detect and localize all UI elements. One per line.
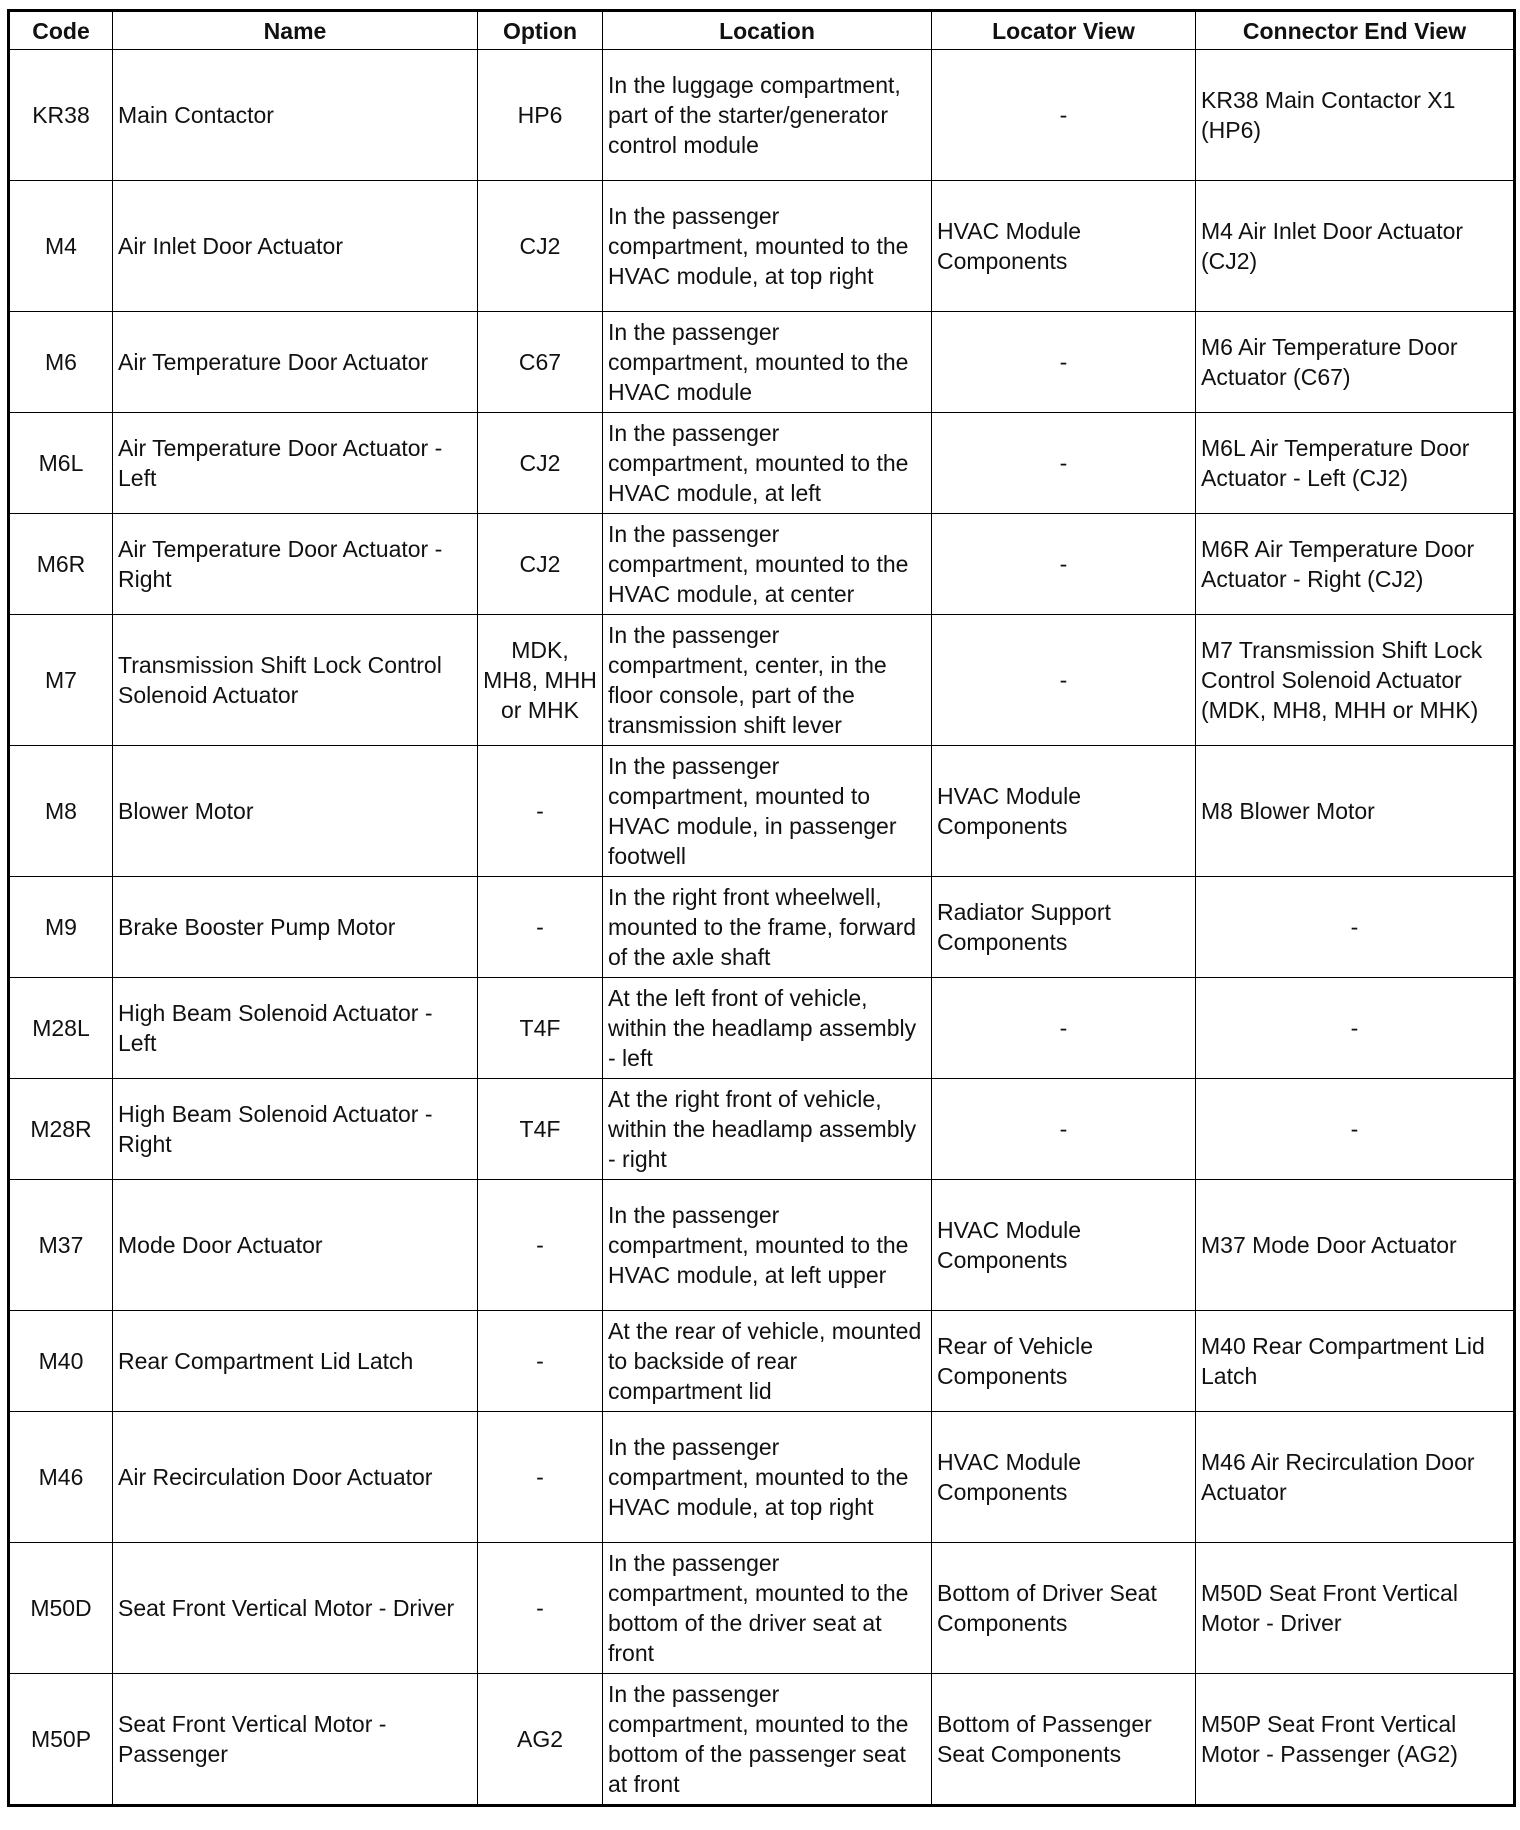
option-cell: AG2 bbox=[478, 1674, 603, 1806]
option-cell: - bbox=[478, 1412, 603, 1543]
location-cell: In the passenger compartment, mounted to HVAC module, in passenger footwell bbox=[603, 746, 932, 877]
name-cell: High Beam Solenoid Actuator - Right bbox=[113, 1079, 478, 1180]
option-cell: MDK, MH8, MHH or MHK bbox=[478, 615, 603, 746]
location-cell: In the passenger compartment, mounted to the bottom of the passenger seat at front bbox=[603, 1674, 932, 1806]
connector-end-view-cell: M50D Seat Front Vertical Motor - Driver bbox=[1196, 1543, 1515, 1674]
locator-view-cell: - bbox=[932, 312, 1196, 413]
table-row bbox=[9, 615, 1515, 746]
code-cell: M6 bbox=[9, 312, 113, 413]
name-cell: Main Contactor bbox=[113, 50, 478, 181]
option-cell: C67 bbox=[478, 312, 603, 413]
name-cell: Seat Front Vertical Motor - Driver bbox=[113, 1543, 478, 1674]
table-row bbox=[9, 978, 1515, 1079]
name-cell: Air Temperature Door Actuator bbox=[113, 312, 478, 413]
locator-view-cell: Bottom of Passenger Seat Components bbox=[932, 1674, 1196, 1806]
code-cell: M6L bbox=[9, 413, 113, 514]
table-row bbox=[9, 1674, 1515, 1806]
connector-end-view-cell: M8 Blower Motor bbox=[1196, 746, 1515, 877]
location-cell: In the passenger compartment, mounted to the HVAC module, at top right bbox=[603, 1412, 932, 1543]
code-cell: M28L bbox=[9, 978, 113, 1079]
name-cell: Air Temperature Door Actuator - Left bbox=[113, 413, 478, 514]
table-row bbox=[9, 514, 1515, 615]
name-cell: Air Recirculation Door Actuator bbox=[113, 1412, 478, 1543]
locator-view-cell: Rear of Vehicle Components bbox=[932, 1311, 1196, 1412]
header-connector-end-view: Connector End View bbox=[1196, 11, 1515, 50]
code-cell: M37 bbox=[9, 1180, 113, 1311]
locator-view-cell: Bottom of Driver Seat Components bbox=[932, 1543, 1196, 1674]
code-cell: M28R bbox=[9, 1079, 113, 1180]
name-cell: Transmission Shift Lock Control Solenoid Actuator bbox=[113, 615, 478, 746]
connector-end-view-cell: M6R Air Temperature Door Actuator - Right (CJ2) bbox=[1196, 514, 1515, 615]
option-cell: HP6 bbox=[478, 50, 603, 181]
location-cell: In the luggage compartment, part of the starter/generator control module bbox=[603, 50, 932, 181]
connector-end-view-cell: M7 Transmission Shift Lock Control Solenoid Actuator (MDK, MH8, MHH or MHK) bbox=[1196, 615, 1515, 746]
location-cell: In the passenger compartment, center, in the floor console, part of the transmission shift lever bbox=[603, 615, 932, 746]
code-cell: M6R bbox=[9, 514, 113, 615]
option-cell: - bbox=[478, 746, 603, 877]
code-cell: M40 bbox=[9, 1311, 113, 1412]
header-row bbox=[9, 11, 1515, 50]
locator-view-cell: - bbox=[932, 978, 1196, 1079]
connector-end-view-cell: M46 Air Recirculation Door Actuator bbox=[1196, 1412, 1515, 1543]
option-cell: T4F bbox=[478, 1079, 603, 1180]
code-cell: M7 bbox=[9, 615, 113, 746]
location-cell: In the right front wheelwell, mounted to the frame, forward of the axle shaft bbox=[603, 877, 932, 978]
header-code: Code bbox=[9, 11, 113, 50]
table-row bbox=[9, 1180, 1515, 1311]
option-cell: T4F bbox=[478, 978, 603, 1079]
locator-view-cell: HVAC Module Components bbox=[932, 181, 1196, 312]
connector-end-view-cell: M50P Seat Front Vertical Motor - Passenger (AG2) bbox=[1196, 1674, 1515, 1806]
locator-view-cell: - bbox=[932, 615, 1196, 746]
option-cell: CJ2 bbox=[478, 514, 603, 615]
location-cell: At the right front of vehicle, within the headlamp assembly - right bbox=[603, 1079, 932, 1180]
location-cell: In the passenger compartment, mounted to the HVAC module, at top right bbox=[603, 181, 932, 312]
table-row bbox=[9, 746, 1515, 877]
locator-view-cell: - bbox=[932, 514, 1196, 615]
location-cell: In the passenger compartment, mounted to the bottom of the driver seat at front bbox=[603, 1543, 932, 1674]
connector-end-view-cell: M4 Air Inlet Door Actuator (CJ2) bbox=[1196, 181, 1515, 312]
code-cell: M4 bbox=[9, 181, 113, 312]
locator-view-cell: - bbox=[932, 1079, 1196, 1180]
table-row bbox=[9, 312, 1515, 413]
header-locator-view: Locator View bbox=[932, 11, 1196, 50]
table-row bbox=[9, 1079, 1515, 1180]
locator-view-cell: - bbox=[932, 413, 1196, 514]
option-cell: CJ2 bbox=[478, 181, 603, 312]
code-cell: M50D bbox=[9, 1543, 113, 1674]
option-cell: CJ2 bbox=[478, 413, 603, 514]
connector-end-view-cell: KR38 Main Contactor X1 (HP6) bbox=[1196, 50, 1515, 181]
table-row bbox=[9, 1412, 1515, 1543]
code-cell: M9 bbox=[9, 877, 113, 978]
connector-end-view-cell: M40 Rear Compartment Lid Latch bbox=[1196, 1311, 1515, 1412]
option-cell: - bbox=[478, 1543, 603, 1674]
code-cell: KR38 bbox=[9, 50, 113, 181]
connector-end-view-cell: M6L Air Temperature Door Actuator - Left (CJ2) bbox=[1196, 413, 1515, 514]
location-cell: In the passenger compartment, mounted to the HVAC module, at left bbox=[603, 413, 932, 514]
name-cell: Brake Booster Pump Motor bbox=[113, 877, 478, 978]
locator-view-cell: HVAC Module Components bbox=[932, 1412, 1196, 1543]
code-cell: M46 bbox=[9, 1412, 113, 1543]
name-cell: High Beam Solenoid Actuator - Left bbox=[113, 978, 478, 1079]
header-option: Option bbox=[478, 11, 603, 50]
locator-view-cell: HVAC Module Components bbox=[932, 746, 1196, 877]
location-cell: In the passenger compartment, mounted to the HVAC module bbox=[603, 312, 932, 413]
location-cell: In the passenger compartment, mounted to the HVAC module, at center bbox=[603, 514, 932, 615]
connector-end-view-cell: - bbox=[1196, 877, 1515, 978]
locator-view-cell: HVAC Module Components bbox=[932, 1180, 1196, 1311]
name-cell: Air Temperature Door Actuator - Right bbox=[113, 514, 478, 615]
table-row bbox=[9, 877, 1515, 978]
location-cell: At the left front of vehicle, within the headlamp assembly - left bbox=[603, 978, 932, 1079]
option-cell: - bbox=[478, 1180, 603, 1311]
option-cell: - bbox=[478, 1311, 603, 1412]
code-cell: M50P bbox=[9, 1674, 113, 1806]
name-cell: Air Inlet Door Actuator bbox=[113, 181, 478, 312]
name-cell: Blower Motor bbox=[113, 746, 478, 877]
table-row bbox=[9, 413, 1515, 514]
locator-view-cell: - bbox=[932, 50, 1196, 181]
table-row bbox=[9, 1311, 1515, 1412]
table-row bbox=[9, 181, 1515, 312]
connector-end-view-cell: - bbox=[1196, 978, 1515, 1079]
connector-end-view-cell: M37 Mode Door Actuator bbox=[1196, 1180, 1515, 1311]
location-cell: At the rear of vehicle, mounted to backside of rear compartment lid bbox=[603, 1311, 932, 1412]
connector-end-view-cell: M6 Air Temperature Door Actuator (C67) bbox=[1196, 312, 1515, 413]
component-locator-table bbox=[7, 9, 1516, 1807]
header-location: Location bbox=[603, 11, 932, 50]
name-cell: Seat Front Vertical Motor - Passenger bbox=[113, 1674, 478, 1806]
locator-view-cell: Radiator Support Components bbox=[932, 877, 1196, 978]
option-cell: - bbox=[478, 877, 603, 978]
table-row bbox=[9, 1543, 1515, 1674]
table-row bbox=[9, 50, 1515, 181]
header-name: Name bbox=[113, 11, 478, 50]
name-cell: Mode Door Actuator bbox=[113, 1180, 478, 1311]
name-cell: Rear Compartment Lid Latch bbox=[113, 1311, 478, 1412]
connector-end-view-cell: - bbox=[1196, 1079, 1515, 1180]
code-cell: M8 bbox=[9, 746, 113, 877]
location-cell: In the passenger compartment, mounted to the HVAC module, at left upper bbox=[603, 1180, 932, 1311]
